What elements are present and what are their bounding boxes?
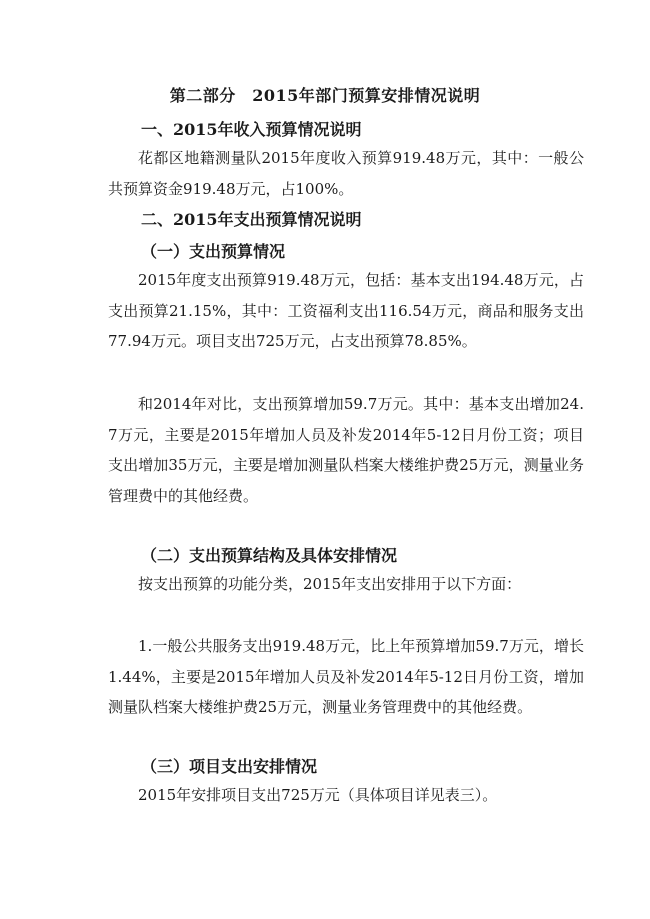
section-heading-expenditure: 二、2015年支出预算情况说明 [141,210,362,229]
paragraph-public-service: 1.一般公共服务支出919.48万元，比上年预算增加59.7万元，增长1.44%，主要是2015年增加人员及补发2014年5-12日月份工资，增加测量队档案大楼维护费25万元，测量业务管理费中的其他经费。 [108,637,584,716]
subheading-expenditure-budget: （一）支出预算情况 [141,242,286,261]
paragraph-project-expenditure: 2015年安排项目支出725万元（具体项目详见表三）。 [138,786,498,804]
subheading-budget-structure: （二）支出预算结构及具体安排情况 [141,546,398,565]
document-title: 第二部分 2015年部门预算安排情况说明 [169,86,481,105]
section-heading-income: 一、2015年收入预算情况说明 [141,120,362,139]
paragraph-expenditure-budget: 2015年度支出预算919.48万元，包括：基本支出194.48万元，占支出预算21.15%，其中：工资福利支出116.54万元，商品和服务支出77.94万元。项目支出725万元，占支出预算78.85%。 [108,271,584,350]
paragraph-income: 花都区地籍测量队2015年度收入预算919.48万元，其中：一般公共预算资金919.48万元，占100%。 [108,149,584,198]
paragraph-comparison: 和2014年对比，支出预算增加59.7万元。其中：基本支出增加24.7万元，主要是2015年增加人员及补发2014年5-12日月份工资；项目支出增加35万元，主要是增加测量队档案大楼维护费25万元，测量业务管理费中的其他经费。 [108,395,584,505]
paragraph-functional-classification: 按支出预算的功能分类，2015年支出安排用于以下方面： [138,575,522,593]
subheading-project-expenditure: （三）项目支出安排情况 [141,757,318,776]
